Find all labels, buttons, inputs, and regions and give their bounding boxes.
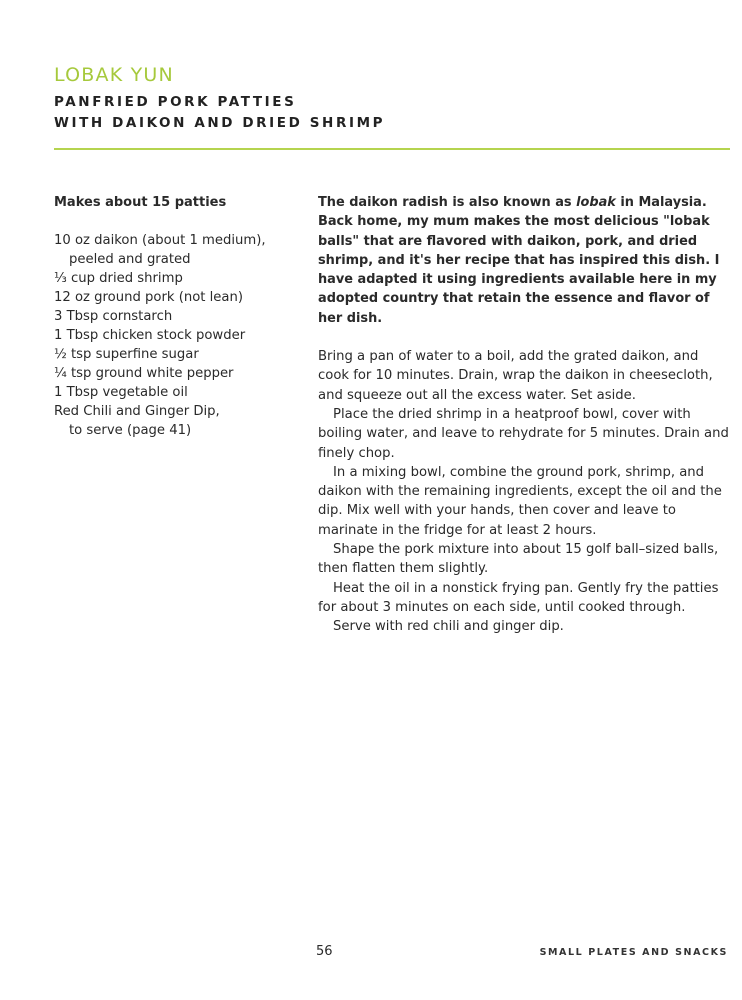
page-number: 56 <box>316 944 333 959</box>
method-steps <box>318 347 730 636</box>
recipe-subtitle <box>54 92 385 134</box>
ingredient-item: Red Chili and Ginger Dip, <box>54 404 220 419</box>
ingredient-item: 12 oz ground pork (not lean) <box>54 290 243 305</box>
method-step: Place the dried shrimp in a heatproof bowl, cover with boiling water, and leave to rehydrate for 5 minutes. Drain and finely chop. <box>318 406 729 461</box>
ingredient-item: 1 Tbsp chicken stock powder <box>54 328 246 343</box>
method-step: Shape the pork mixture into about 15 golf ball–sized balls, then flatten them slightly. <box>318 542 719 577</box>
subtitle-line: WITH DAIKON AND DRIED SHRIMP <box>54 115 386 131</box>
ingredient-item: peeled and grated <box>69 252 191 267</box>
recipe-title: LOBAK YUN <box>54 64 174 86</box>
method-step: Bring a pan of water to a boil, add the grated daikon, and cook for 10 minutes. Drain, wrap the daikon in cheesecloth, and squeeze out all the excess water. Set aside. <box>318 349 713 403</box>
ingredient-item: ⅓ cup dried shrimp <box>54 271 183 286</box>
ingredient-item: 10 oz daikon (about 1 medium), <box>54 233 266 248</box>
header-divider <box>54 148 730 150</box>
ingredient-item: ¼ tsp ground white pepper <box>54 366 234 381</box>
intro-text: in Malaysia. Back home, my mum makes the most delicious "lobak balls" that are flavored with daikon, pork, and dried shrimp, and it's her recipe that has inspired this dish. I have adapted it using ingredients available here in my adopted country that retain the essence and flavor of her dish. <box>318 195 720 326</box>
section-name: SMALL PLATES AND SNACKS <box>539 947 728 958</box>
method-step: In a mixing bowl, combine the ground pork, shrimp, and daikon with the remaining ingredients, except the oil and the dip. Mix well with your hands, then cover and leave to marinate in the fridge for at least 2 hours. <box>318 464 722 538</box>
ingredient-item: ½ tsp superfine sugar <box>54 347 199 362</box>
ingredients-column <box>54 193 304 440</box>
subtitle-line: PANFRIED PORK PATTIES <box>54 94 297 110</box>
recipe-yield: Makes about 15 patties <box>54 195 227 210</box>
intro-italic: lobak <box>576 195 616 210</box>
intro-text: The daikon radish is also known as <box>318 195 577 210</box>
ingredient-list <box>54 231 304 440</box>
recipe-intro <box>318 193 730 328</box>
ingredient-item: 1 Tbsp vegetable oil <box>54 385 188 400</box>
method-column <box>318 193 730 637</box>
ingredient-item: 3 Tbsp cornstarch <box>54 309 173 324</box>
method-step: Serve with red chili and ginger dip. <box>333 619 564 635</box>
ingredient-item: to serve (page 41) <box>69 423 192 438</box>
method-step: Heat the oil in a nonstick frying pan. Gently fry the patties for about 3 minutes on each side, until cooked through. <box>318 580 719 615</box>
